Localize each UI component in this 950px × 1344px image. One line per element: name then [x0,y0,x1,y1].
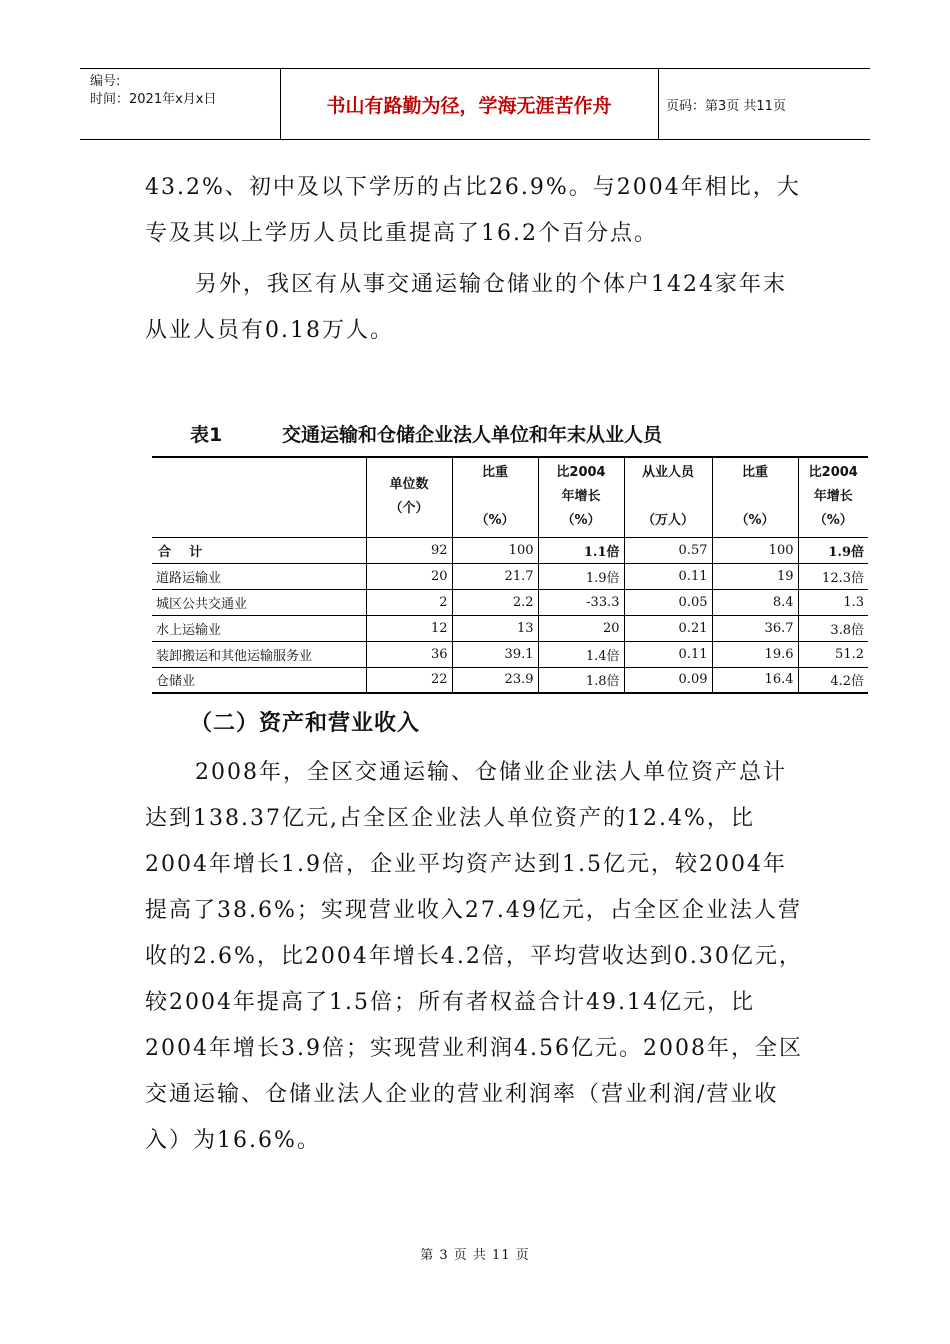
header-motto: 书山有路勤为径，学海无涯苦作舟 [280,69,659,139]
cell: 0.57 [624,537,712,563]
header-unit: （%） [475,513,515,529]
table-row [152,615,868,641]
cell: 1.9倍 [798,537,868,563]
cell: 39.1 [452,641,538,667]
cell: 36.7 [712,615,798,641]
cell: 100 [712,537,798,563]
cell: -33.3 [538,589,624,615]
header-share-employees [712,457,798,537]
header-text: 比2004 [556,465,606,481]
header-growth [538,457,624,537]
table-title: 交通运输和仓储企业法人单位和年末从业人员 [282,424,663,446]
cell: 19.6 [712,641,798,667]
cell: 0.05 [624,589,712,615]
table-caption [190,420,662,447]
cell: 12 [366,615,452,641]
header-spacer [717,485,794,509]
header-growth-employees [798,457,868,537]
cell: 92 [366,537,452,563]
row-name: 仓储业 [152,667,366,693]
cell: 12.3倍 [798,563,868,589]
cell: 20 [538,615,624,641]
header-units [366,457,452,537]
table-row [152,589,868,615]
header-text: 比2004 [808,465,858,481]
header-text: 年增长 [813,489,853,505]
header-unit: （%） [561,513,601,529]
table-header-row [152,457,868,537]
header-unit: （万人） [641,513,694,529]
cell: 23.9 [452,667,538,693]
cell: 1.1倍 [538,537,624,563]
table-row [152,667,868,693]
header-unit: （%） [735,513,775,529]
header-employees [624,457,712,537]
table-row-total [152,537,868,563]
header-text: 单位数 [389,477,429,493]
header-page-info: 页码：第3页 共11页 [666,98,786,114]
row-name: 水上运输业 [152,615,366,641]
cell: 100 [452,537,538,563]
cell: 1.9倍 [538,563,624,589]
row-name: 城区公共交通业 [152,589,366,615]
header-text: 从业人员 [641,465,694,481]
cell: 0.21 [624,615,712,641]
cell: 21.7 [452,563,538,589]
date-label: 时间：2021年x月x日 [90,92,217,107]
paragraph-education: 43.2%、初中及以下学历的占比26.9%。与2004年相比，大专及其以上学历人员比重提高了16.2个百分点。 [145,175,801,246]
header-empty [152,457,366,537]
table-number: 表1 [190,424,223,446]
number-label: 编号: [90,74,121,89]
page-footer: 第 3 页 共 11 页 [420,1248,530,1263]
cell: 0.11 [624,563,712,589]
cell: 13 [452,615,538,641]
cell: 16.4 [712,667,798,693]
cell: 8.4 [712,589,798,615]
cell: 19 [712,563,798,589]
header-meta [80,69,281,139]
row-name: 道路运输业 [152,563,366,589]
cell: 4.2倍 [798,667,868,693]
header-text: 年增长 [561,489,601,505]
page-header [80,68,870,140]
cell: 36 [366,641,452,667]
header-text: 比重 [741,465,768,481]
row-name: 装卸搬运和其他运输服务业 [152,641,366,667]
cell: 20 [366,563,452,589]
cell: 3.8倍 [798,615,868,641]
header-unit: （%） [813,513,853,529]
cell: 0.11 [624,641,712,667]
cell: 2 [366,589,452,615]
table-row [152,641,868,667]
cell: 2.2 [452,589,538,615]
cell: 0.09 [624,667,712,693]
header-share [452,457,538,537]
row-name: 合 计 [152,537,366,563]
cell: 1.8倍 [538,667,624,693]
cell: 1.4倍 [538,641,624,667]
header-spacer [457,485,534,509]
paragraph-individual-households: 另外，我区有从事交通运输仓储业的个体户1424家年末从业人员有0.18万人。 [145,272,787,343]
header-spacer [629,485,708,509]
table-row [152,563,868,589]
cell: 1.3 [798,589,868,615]
cell: 51.2 [798,641,868,667]
header-text: 比重 [481,465,508,481]
paragraph-assets-revenue: 2008年，全区交通运输、仓储业企业法人单位资产总计达到138.37亿元,占全区企业法人单位资产的12.4%，比2004年增长1.9倍，企业平均资产达到1.5亿元，较2004年提高了38.6%；实现营业收入27.49亿元，占全区企业法人营收的2.6%，比2004年增长4.2倍，平均营收达到0.30亿元，较2004年提高了1.5倍；所有者权益合计49.14亿元，比2004年增长3.9倍；实现营业利润4.56亿元。2008年，全区交通运输、仓储业法人企业的营业利润率（营业利润/营业收入）为16.6%。 [145,760,803,1153]
cell: 22 [366,667,452,693]
data-table [152,456,868,694]
header-unit: （个） [389,501,429,517]
section-heading: （二）资产和营业收入 [190,711,421,736]
